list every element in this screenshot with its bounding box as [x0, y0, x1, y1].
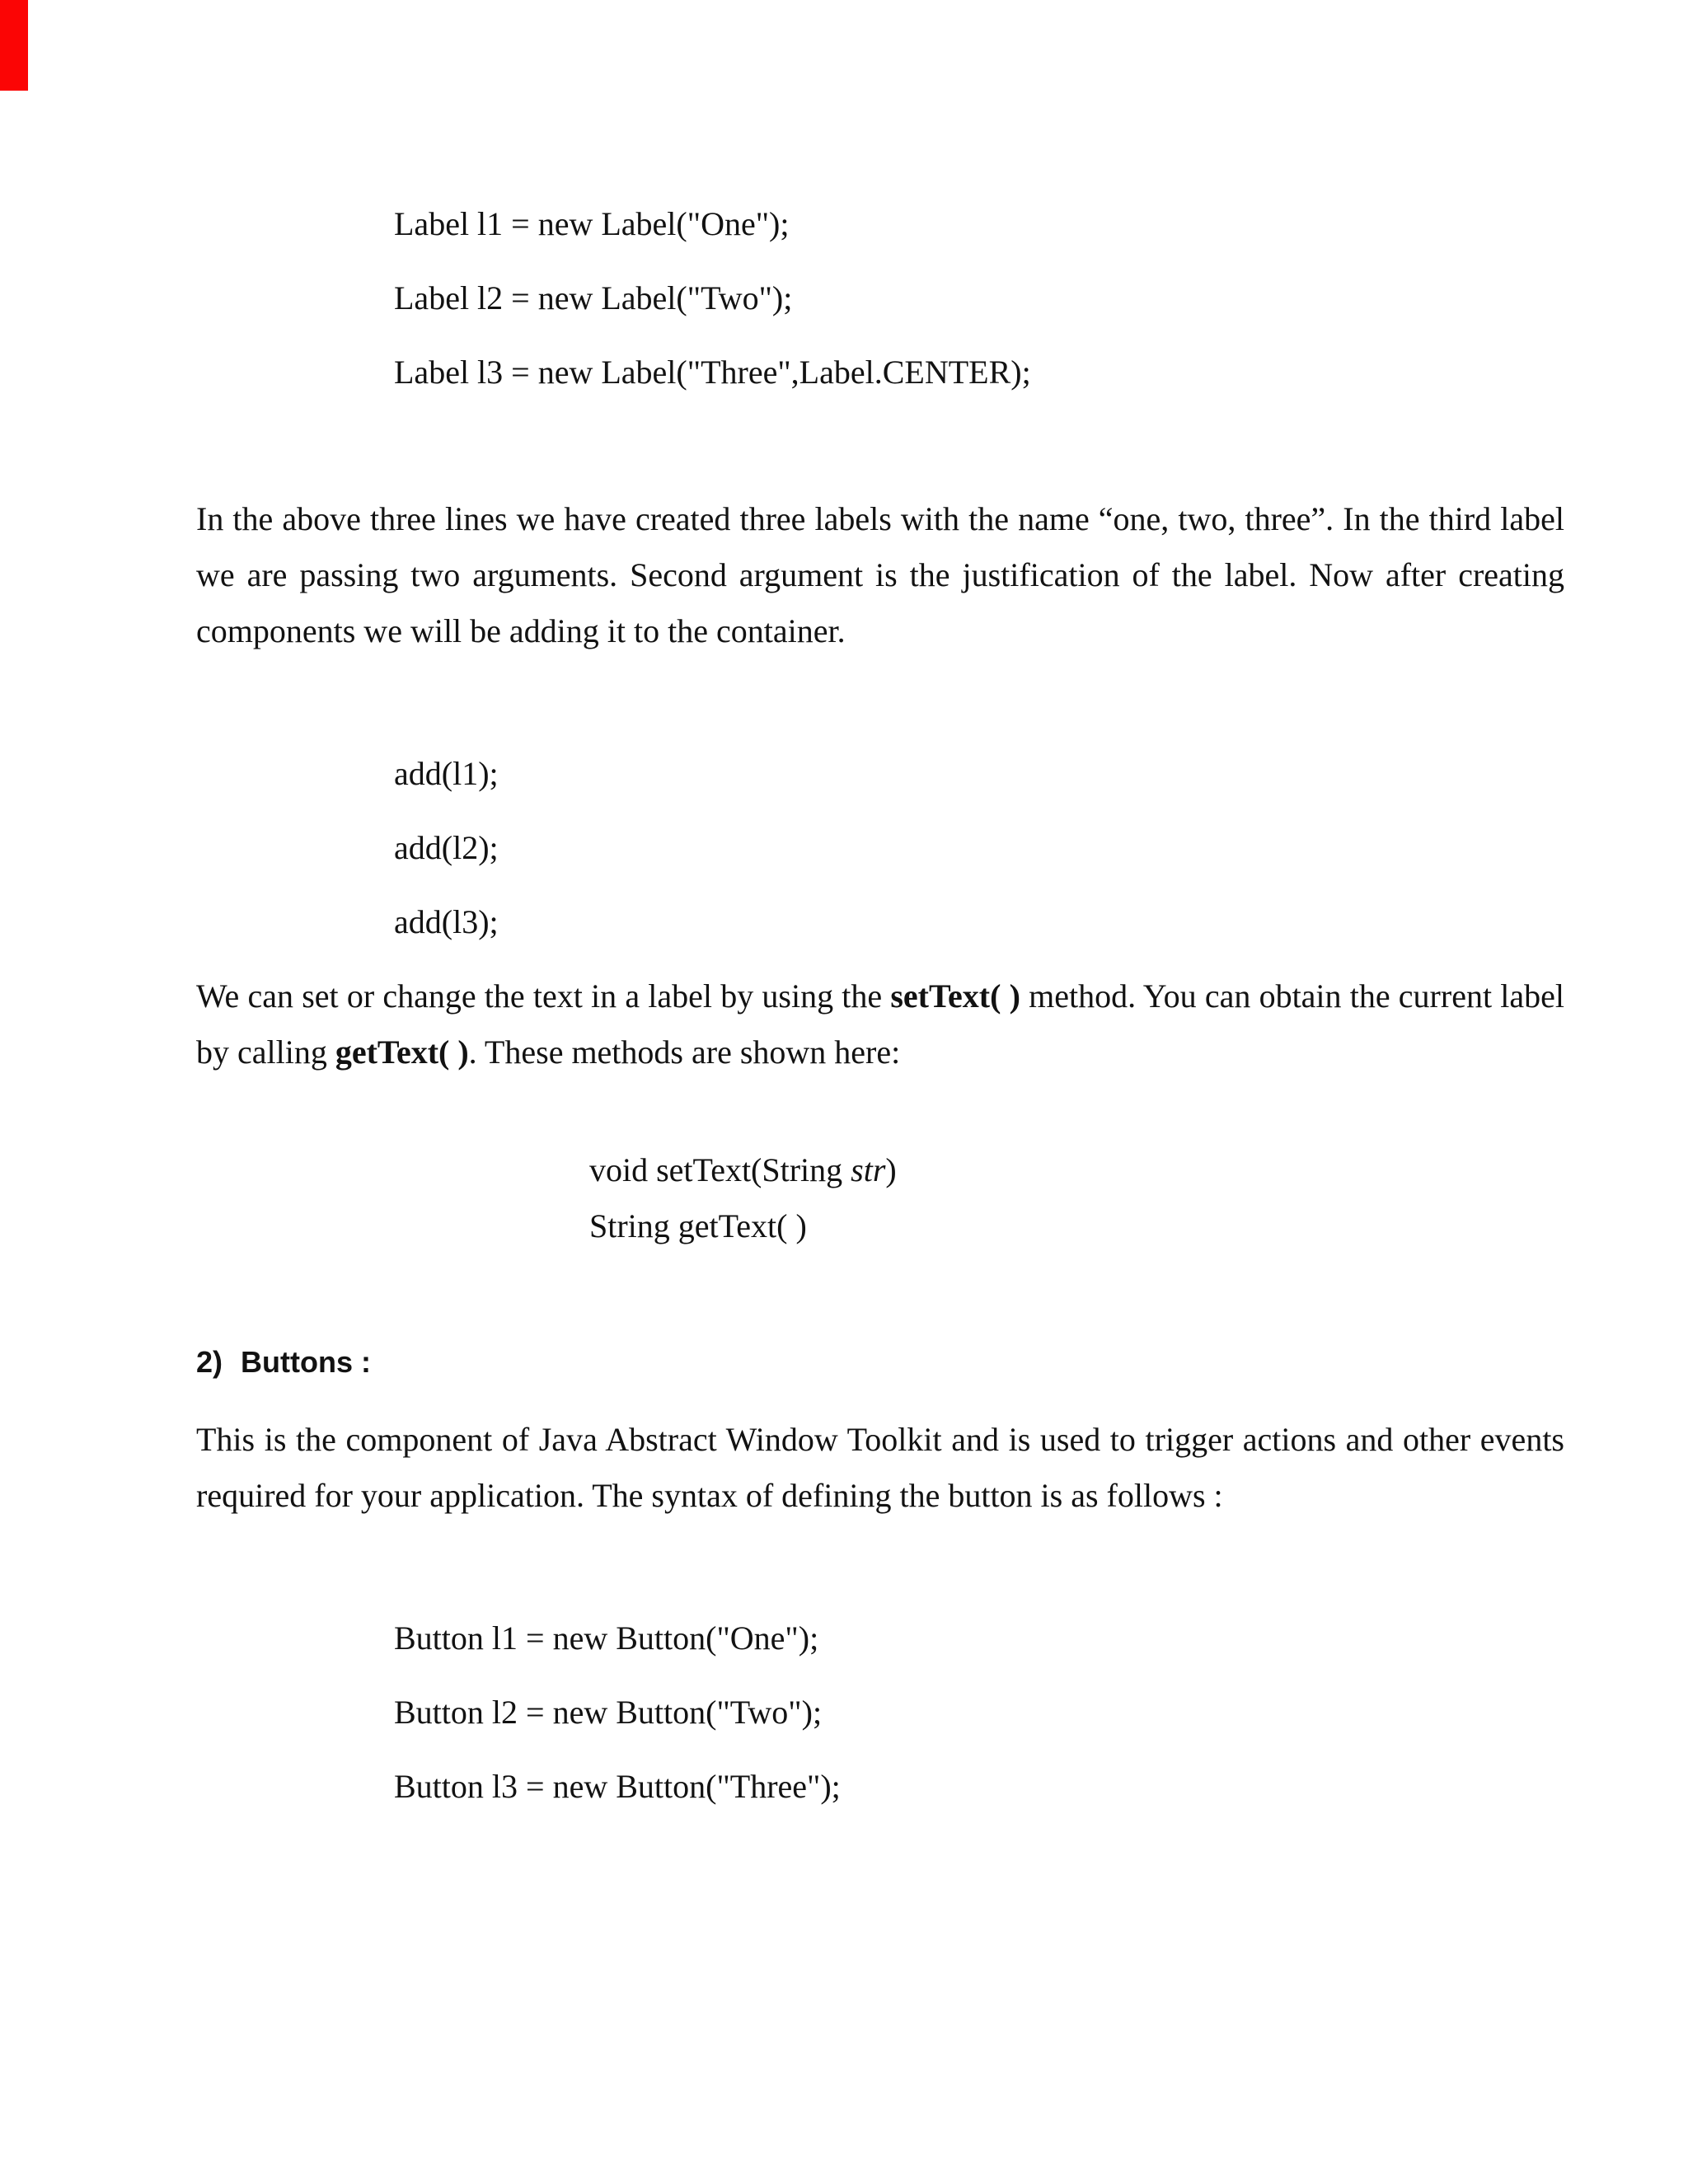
method-signature-settext: void setText(String str) [589, 1151, 897, 1188]
paragraph-labels-explanation: In the above three lines we have created three labels with the name “one, two, three”. In the third label we are passing two arguments. Second argument is the justification of the label. Now after creating components we will be adding it to the container. [196, 500, 1564, 649]
code-line-add-3: add(l3); [394, 903, 499, 940]
code-line-label-2: Label l2 = new Label("Two"); [394, 279, 793, 316]
code-line-label-3: Label l3 = new Label("Three",Label.CENTER); [394, 354, 1031, 391]
code-line-label-1: Label l1 = new Label("One"); [394, 205, 790, 242]
code-line-button-1: Button l1 = new Button("One"); [394, 1619, 819, 1657]
paragraph-settext-gettext: We can set or change the text in a label by using the setText( ) method. You can obtain the current label by calling getText( ). These methods are shown here: [196, 977, 1564, 1071]
code-line-add-2: add(l2); [394, 829, 499, 866]
section-number: 2) [196, 1345, 223, 1379]
method-signature-gettext: String getText( ) [589, 1207, 807, 1244]
code-line-button-3: Button l3 = new Button("Three"); [394, 1768, 841, 1805]
label-code-block [196, 196, 1564, 401]
button-code-block [196, 1610, 1564, 1815]
method-signatures-block [589, 1142, 1564, 1254]
section-title: Buttons : [241, 1345, 371, 1379]
code-line-button-2: Button l2 = new Button("Two"); [394, 1694, 823, 1731]
code-line-add-1: add(l1); [394, 755, 499, 792]
section-heading-buttons [196, 1341, 1564, 1384]
paragraph-buttons-explanation: This is the component of Java Abstract Window Toolkit and is used to trigger actions and other events required for your application. The syntax of defining the button is as follows : [196, 1421, 1564, 1514]
red-corner-ribbon [0, 0, 28, 91]
add-code-block [196, 746, 1564, 950]
